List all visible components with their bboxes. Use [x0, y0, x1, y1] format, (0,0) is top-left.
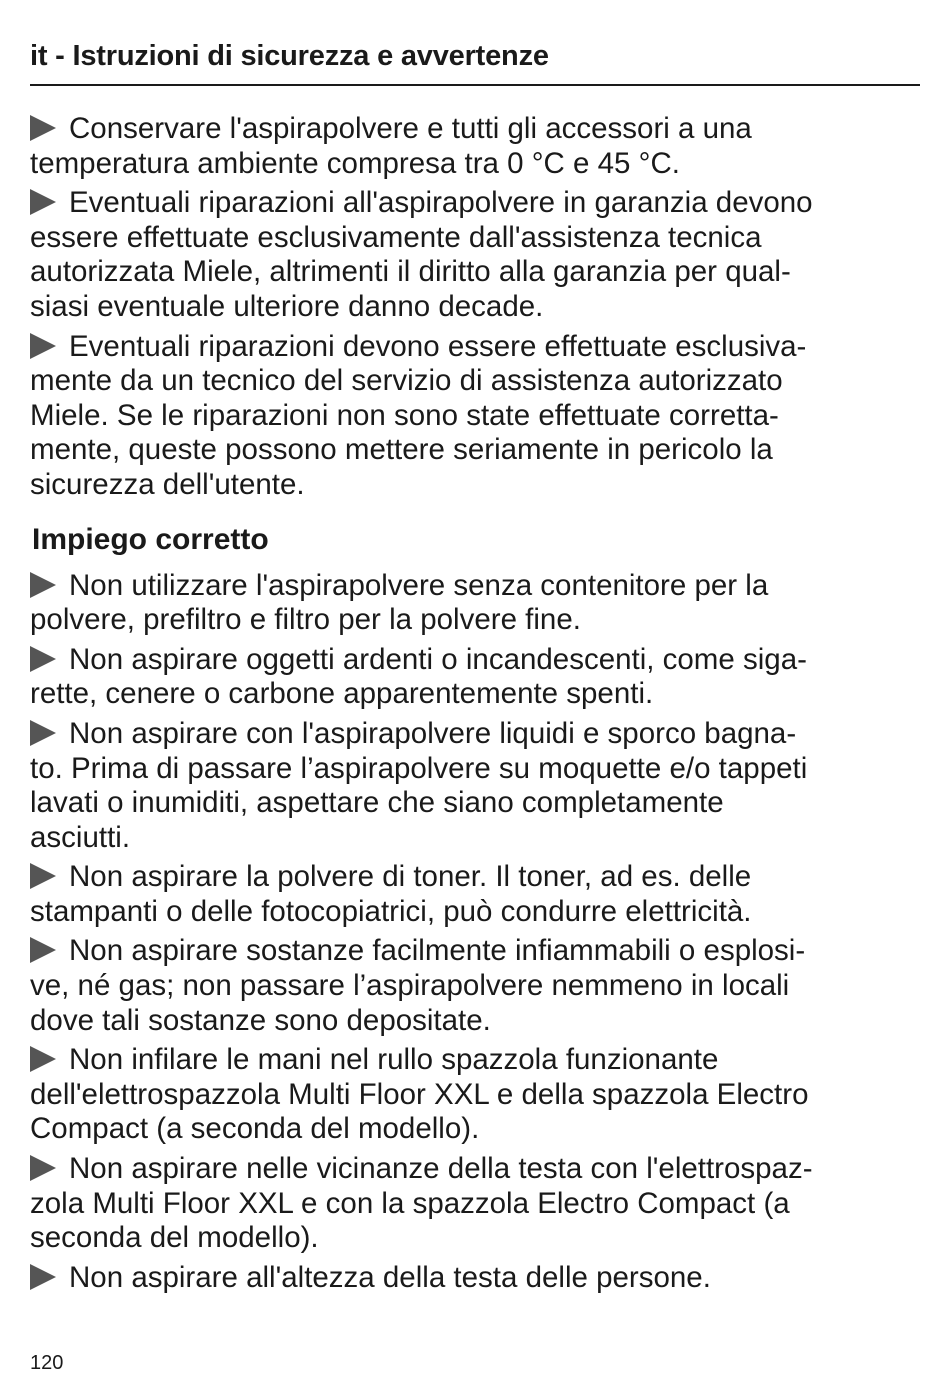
warning-line: dove tali sostanze sono depositate.: [30, 1003, 491, 1037]
warning-line: mente, queste possono mettere seriamente in pericolo la: [30, 433, 773, 467]
warning-item: [30, 1261, 925, 1296]
triangle-right-icon: [30, 1264, 56, 1290]
warning-line: ve, né gas; non passare l’aspirapolvere nemmeno in locali: [30, 969, 790, 1003]
warning-line: Non utilizzare l'aspirapolvere senza contenitore per la: [69, 568, 769, 602]
triangle-right-icon: [30, 333, 56, 359]
warning-item: [30, 112, 925, 181]
warning-line: dell'elettrospazzola Multi Floor XXL e della spazzola Electro: [30, 1077, 809, 1111]
warning-line: autorizzata Miele, altrimenti il diritto alla garanzia per qual-: [30, 255, 791, 289]
warning-item: [30, 934, 925, 1038]
warning-item: [30, 1152, 925, 1256]
warning-line: rette, cenere o carbone apparentemente spenti.: [30, 677, 654, 711]
triangle-right-icon: [30, 189, 56, 215]
warning-line: Non aspirare con l'aspirapolvere liquidi e sporco bagna-: [69, 716, 797, 750]
triangle-right-icon: [30, 115, 56, 141]
warning-line: lavati o inumiditi, aspettare che siano completamente: [30, 786, 724, 820]
page-title: it - Istruzioni di sicurezza e avvertenze: [30, 40, 549, 72]
warning-item: [30, 860, 925, 929]
warning-line: Non aspirare all'altezza della testa delle persone.: [69, 1260, 711, 1294]
warning-item: [30, 643, 925, 712]
warning-line: Non aspirare oggetti ardenti o incandescenti, come siga-: [69, 642, 807, 676]
warning-line: mente da un tecnico del servizio di assistenza autorizzato: [30, 364, 783, 398]
triangle-right-icon: [30, 720, 56, 746]
warning-line: stampanti o delle fotocopiatrici, può condurre elettricità.: [30, 894, 752, 928]
warning-line: asciutti.: [30, 820, 131, 854]
warning-line: Conservare l'aspirapolvere e tutti gli accessori a una: [69, 112, 752, 145]
intro-warnings: [30, 112, 925, 503]
warning-line: Non aspirare nelle vicinanze della testa con l'elettrospaz-: [69, 1152, 813, 1186]
warning-line: Miele. Se le riparazioni non sono state effettuate corretta-: [30, 398, 779, 432]
page-number: 120: [30, 1352, 64, 1374]
warning-line: sicurezza dell'utente.: [30, 467, 305, 501]
warning-line: Compact (a seconda del modello).: [30, 1112, 480, 1146]
warning-line: seconda del modello).: [30, 1221, 319, 1255]
triangle-right-icon: [30, 863, 56, 889]
warning-line: Eventuali riparazioni devono essere effettuate esclusiva-: [69, 329, 807, 363]
warning-line: polvere, prefiltro e filtro per la polvere fine.: [30, 603, 581, 637]
warning-item: [30, 569, 925, 638]
warning-item: [30, 330, 925, 503]
warning-line: temperatura ambiente compresa tra 0 °C e 45 °C.: [30, 146, 680, 180]
triangle-right-icon: [30, 572, 56, 598]
page-header: [30, 38, 920, 86]
warning-item: [30, 186, 925, 324]
warning-line: Non aspirare la polvere di toner. Il toner, ad es. delle: [69, 860, 752, 894]
triangle-right-icon: [30, 937, 56, 963]
warning-line: Non infilare le mani nel rullo spazzola funzionante: [69, 1043, 719, 1077]
triangle-right-icon: [30, 646, 56, 672]
triangle-right-icon: [30, 1046, 56, 1072]
page-content: [30, 112, 925, 1300]
warning-line: to. Prima di passare l’aspirapolvere su moquette e/o tappeti: [30, 751, 808, 785]
triangle-right-icon: [30, 1155, 56, 1181]
warning-item: [30, 1043, 925, 1147]
warning-line: Eventuali riparazioni all'aspirapolvere in garanzia devono: [69, 186, 813, 220]
warning-line: zola Multi Floor XXL e con la spazzola Electro Compact (a: [30, 1186, 790, 1220]
warning-line: siasi eventuale ulteriore danno decade.: [30, 289, 544, 323]
warning-line: essere effettuate esclusivamente dall'assistenza tecnica: [30, 220, 762, 254]
warning-line: Non aspirare sostanze facilmente infiammabili o esplosi-: [69, 934, 806, 968]
section-warnings: [30, 569, 925, 1296]
warning-item: [30, 717, 925, 855]
section-heading: Impiego corretto: [32, 522, 269, 556]
